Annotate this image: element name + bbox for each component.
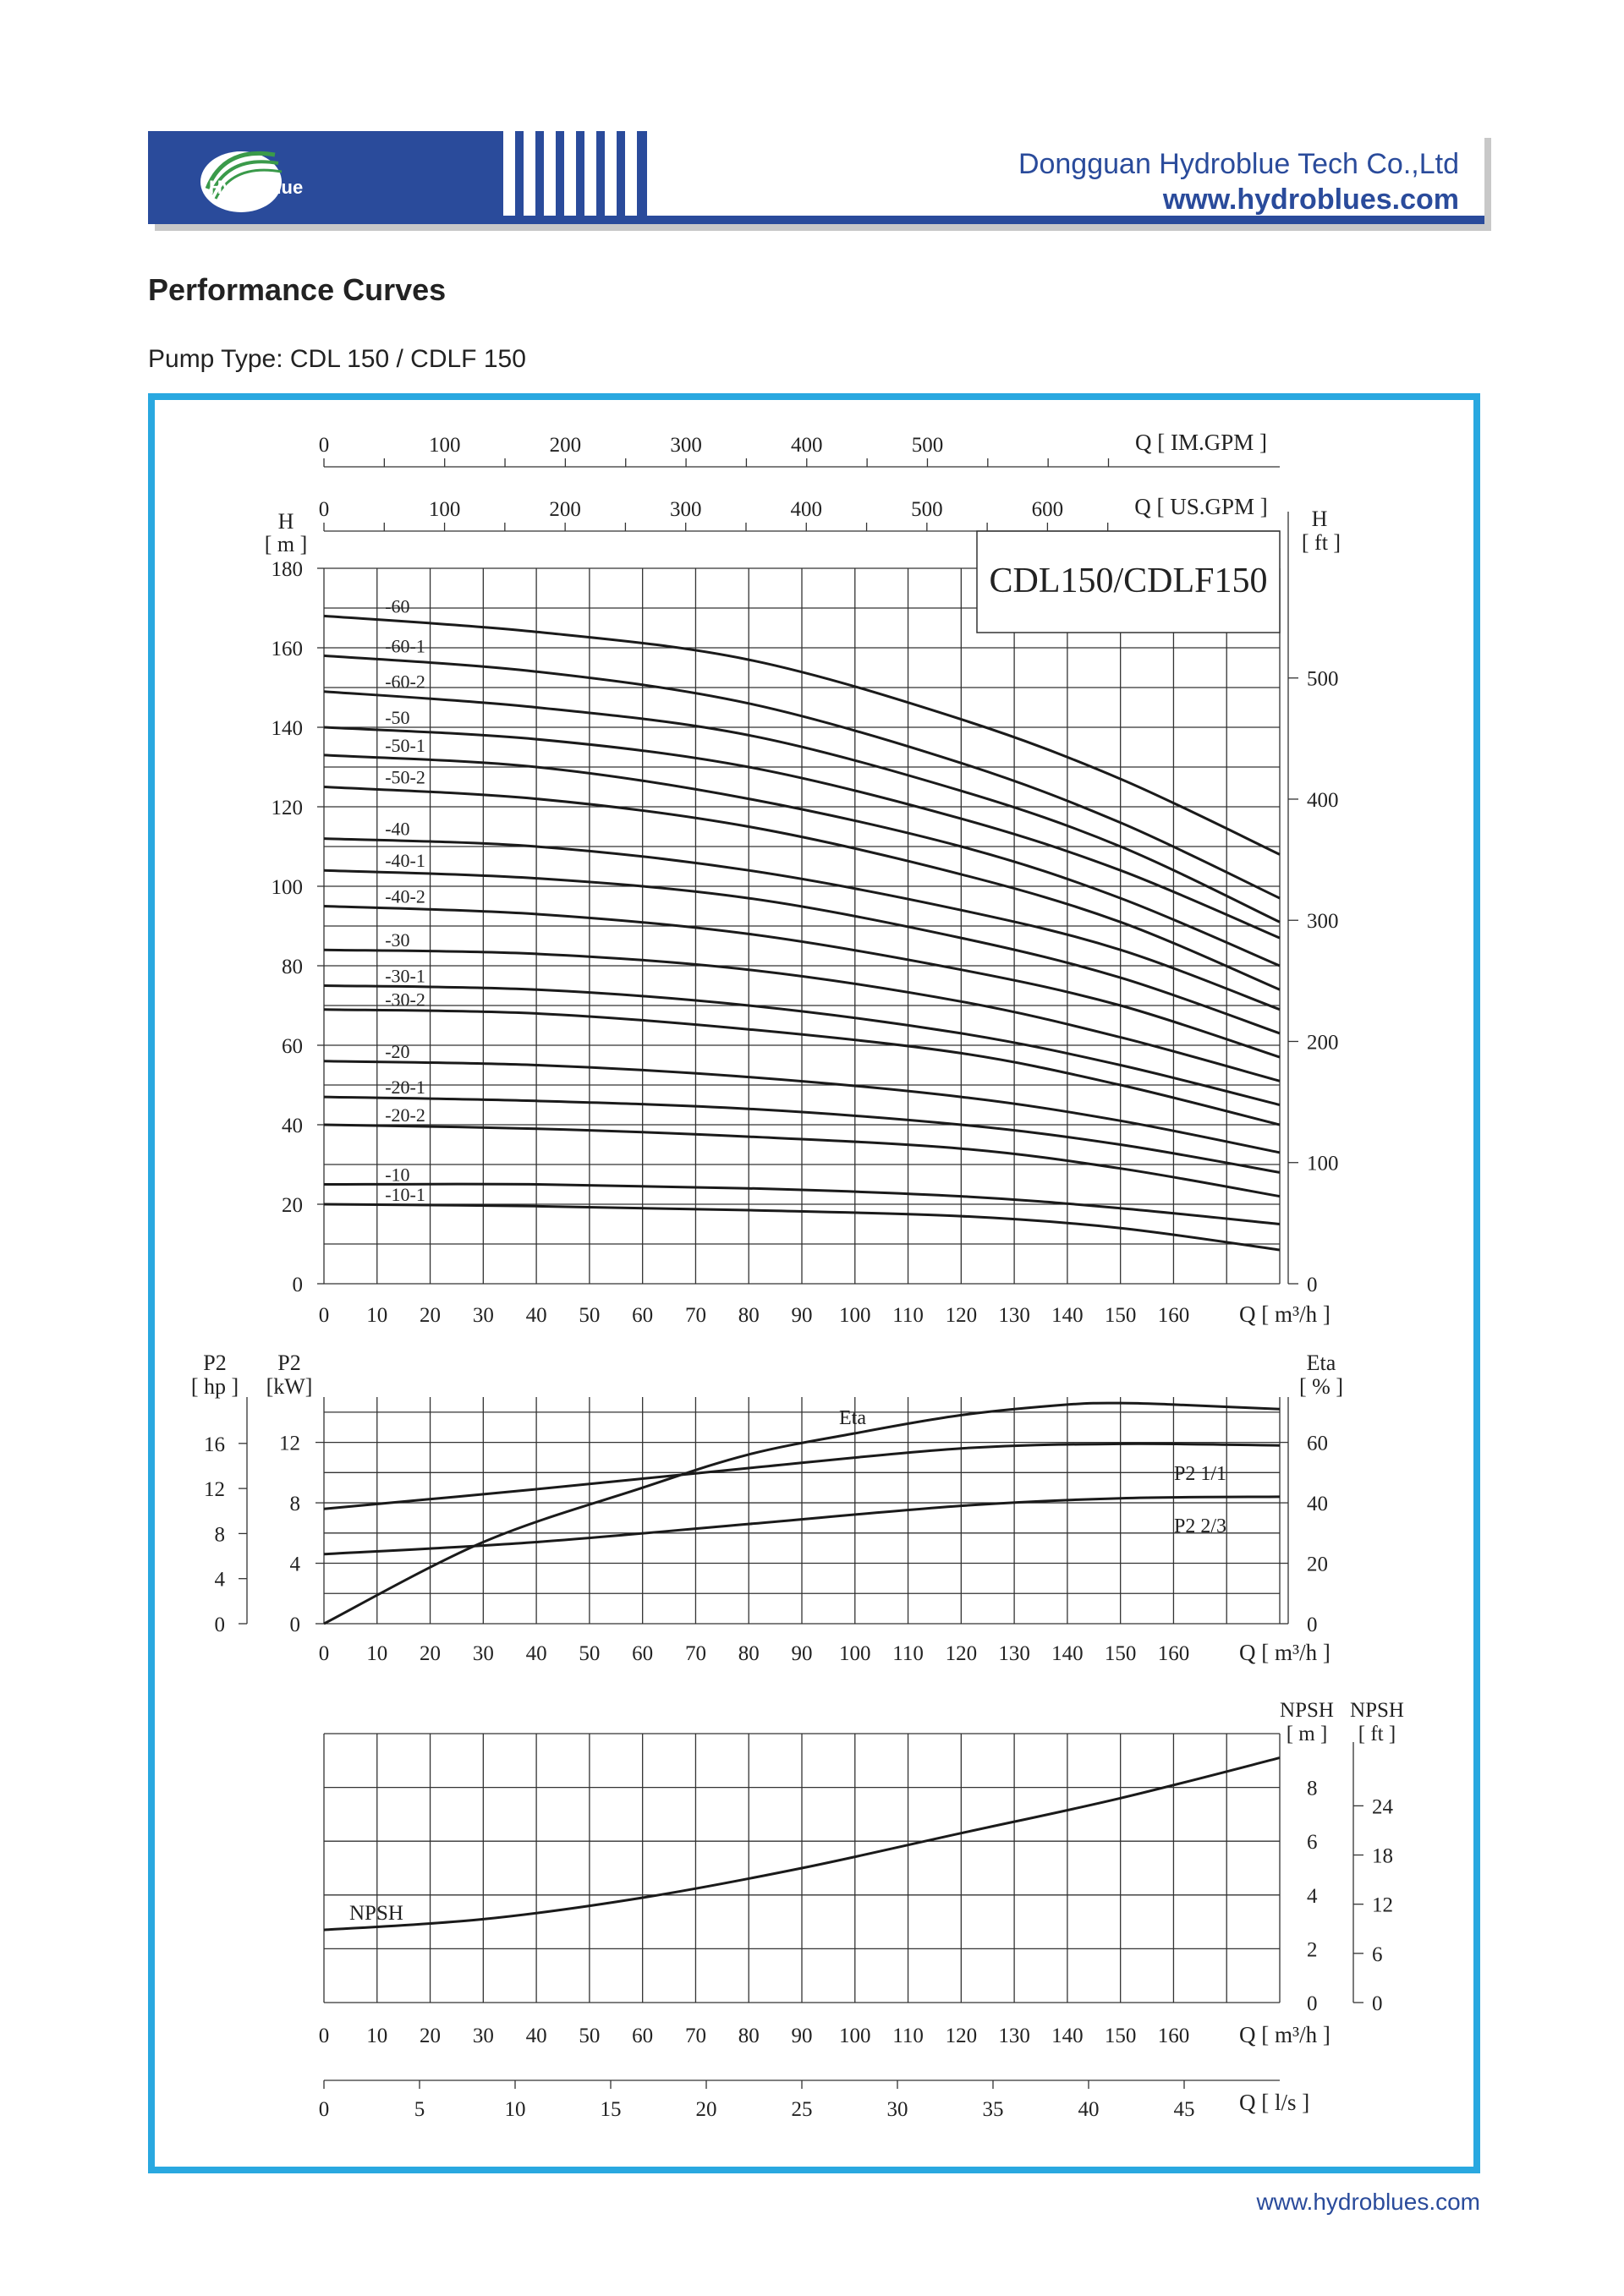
npsh-m-label: NPSH bbox=[1280, 1699, 1334, 1722]
npsh-x-tick-140: 140 bbox=[1051, 2025, 1084, 2047]
eta-unit: [ % ] bbox=[1299, 1374, 1343, 1399]
power-kw-tick-8: 8 bbox=[289, 1493, 300, 1516]
power-hp-tick-16: 16 bbox=[204, 1433, 225, 1456]
power-x-tick-90: 90 bbox=[791, 1642, 813, 1665]
npsh-x-tick-90: 90 bbox=[791, 2025, 813, 2047]
power-x-tick-140: 140 bbox=[1051, 1642, 1084, 1665]
head-x-tick-160: 160 bbox=[1157, 1304, 1190, 1327]
npsh-ft-tick-18: 18 bbox=[1372, 1844, 1393, 1868]
head-x-tick-80: 80 bbox=[738, 1304, 760, 1327]
head-y-tick-40: 40 bbox=[282, 1115, 303, 1137]
head-y-tick-20: 20 bbox=[282, 1194, 303, 1217]
ls-tick-10: 10 bbox=[504, 2098, 526, 2121]
ls-tick-30: 30 bbox=[886, 2098, 908, 2121]
eta-tick-0: 0 bbox=[1307, 1614, 1318, 1636]
power-hp-tick-12: 12 bbox=[204, 1478, 225, 1502]
npsh-ft-tick-12: 12 bbox=[1372, 1893, 1393, 1917]
eta-tick-20: 20 bbox=[1307, 1553, 1328, 1576]
im-gpm-label: Q [ IM.GPM ] bbox=[1134, 430, 1268, 455]
ls-tick-15: 15 bbox=[600, 2098, 622, 2121]
head-x-tick-150: 150 bbox=[1104, 1304, 1137, 1327]
head-curve-label-60-1: -60-1 bbox=[385, 635, 425, 657]
logo-text: HydroBlue bbox=[209, 177, 304, 198]
power-x-tick-30: 30 bbox=[472, 1642, 494, 1665]
head-right-tick-100: 100 bbox=[1307, 1152, 1339, 1175]
npsh-x-label: Q [ m³/h ] bbox=[1239, 2022, 1330, 2047]
head-x-tick-50: 50 bbox=[579, 1304, 601, 1327]
power-x-label: Q [ m³/h ] bbox=[1239, 1640, 1330, 1665]
head-y-unit: [ m ] bbox=[264, 532, 308, 556]
power-hp-label: P2 bbox=[203, 1351, 227, 1375]
head-right-tick-400: 400 bbox=[1307, 788, 1339, 812]
company-name: Dongguan Hydroblue Tech Co.,Ltd bbox=[1018, 148, 1459, 180]
pump-type-label: Pump Type: CDL 150 / CDLF 150 bbox=[148, 345, 526, 373]
head-y-tick-80: 80 bbox=[282, 956, 303, 978]
p2-two-thirds-curve-label: P2 2/3 bbox=[1174, 1515, 1227, 1537]
ls-tick-45: 45 bbox=[1173, 2098, 1195, 2121]
power-kw-label: P2 bbox=[277, 1351, 301, 1375]
power-x-tick-40: 40 bbox=[525, 1642, 547, 1665]
head-curve-label-60-2: -60-2 bbox=[385, 671, 425, 693]
head-curve-label-50-2: -50-2 bbox=[385, 766, 425, 788]
power-x-tick-50: 50 bbox=[579, 1642, 601, 1665]
chart-title: CDL150/CDLF150 bbox=[989, 562, 1268, 600]
head-curve-label-20: -20 bbox=[385, 1040, 410, 1062]
ls-label: Q [ l/s ] bbox=[1239, 2090, 1310, 2115]
power-x-tick-20: 20 bbox=[420, 1642, 442, 1665]
npsh-x-tick-160: 160 bbox=[1157, 2025, 1190, 2047]
eta-tick-40: 40 bbox=[1307, 1493, 1328, 1516]
im-gpm-tick-300: 300 bbox=[670, 434, 702, 457]
page-title: Performance Curves bbox=[148, 272, 447, 307]
head-y-tick-100: 100 bbox=[271, 876, 303, 899]
head-curve-label-40: -40 bbox=[385, 818, 410, 840]
head-curve-label-40-1: -40-1 bbox=[385, 850, 425, 872]
npsh-m-tick-4: 4 bbox=[1307, 1884, 1318, 1908]
us-gpm-tick-500: 500 bbox=[911, 498, 943, 521]
npsh-m-tick-0: 0 bbox=[1307, 1992, 1318, 2015]
npsh-x-tick-120: 120 bbox=[945, 2025, 978, 2047]
power-hp-tick-0: 0 bbox=[214, 1614, 225, 1636]
power-kw-tick-4: 4 bbox=[289, 1553, 300, 1576]
head-right-tick-300: 300 bbox=[1307, 910, 1339, 934]
npsh-x-tick-70: 70 bbox=[684, 2025, 706, 2047]
power-x-tick-110: 110 bbox=[892, 1642, 924, 1665]
head-curve-label-30-1: -30-1 bbox=[385, 965, 425, 987]
npsh-m-tick-8: 8 bbox=[1307, 1777, 1318, 1800]
power-x-tick-150: 150 bbox=[1104, 1642, 1137, 1665]
npsh-x-tick-110: 110 bbox=[892, 2025, 924, 2047]
power-x-tick-80: 80 bbox=[738, 1642, 760, 1665]
npsh-x-tick-60: 60 bbox=[632, 2025, 654, 2047]
head-y-tick-0: 0 bbox=[292, 1274, 303, 1296]
head-x-tick-130: 130 bbox=[998, 1304, 1030, 1327]
head-curve-label-20-1: -20-1 bbox=[385, 1077, 425, 1099]
npsh-ft-label: NPSH bbox=[1350, 1699, 1404, 1722]
ls-tick-40: 40 bbox=[1078, 2098, 1100, 2121]
head-curve-label-50: -50 bbox=[385, 707, 410, 728]
ls-tick-20: 20 bbox=[695, 2098, 717, 2121]
power-x-tick-100: 100 bbox=[839, 1642, 871, 1665]
us-gpm-tick-0: 0 bbox=[318, 498, 330, 521]
head-x-tick-70: 70 bbox=[684, 1304, 706, 1327]
head-y-tick-160: 160 bbox=[271, 638, 303, 660]
power-x-tick-0: 0 bbox=[318, 1642, 330, 1665]
head-y-tick-120: 120 bbox=[271, 797, 303, 819]
head-curve-label-60: -60 bbox=[385, 595, 410, 617]
ls-tick-25: 25 bbox=[791, 2098, 813, 2121]
head-curve-label-10: -10 bbox=[385, 1164, 410, 1186]
npsh-ft-unit: [ ft ] bbox=[1358, 1723, 1396, 1745]
head-right-tick-500: 500 bbox=[1307, 667, 1339, 691]
head-right-unit: [ ft ] bbox=[1301, 530, 1341, 555]
head-curve-label-40-2: -40-2 bbox=[385, 885, 425, 907]
power-x-tick-60: 60 bbox=[632, 1642, 654, 1665]
us-gpm-tick-600: 600 bbox=[1031, 498, 1064, 521]
npsh-x-tick-20: 20 bbox=[420, 2025, 442, 2047]
npsh-x-tick-0: 0 bbox=[318, 2025, 330, 2047]
npsh-m-tick-6: 6 bbox=[1307, 1831, 1318, 1855]
npsh-curve-label: NPSH bbox=[349, 1902, 403, 1925]
head-curve-label-10-1: -10-1 bbox=[385, 1184, 425, 1205]
us-gpm-label: Q [ US.GPM ] bbox=[1134, 494, 1268, 519]
npsh-ft-tick-0: 0 bbox=[1372, 1992, 1383, 2015]
npsh-ft-tick-24: 24 bbox=[1372, 1795, 1393, 1819]
power-x-tick-160: 160 bbox=[1157, 1642, 1190, 1665]
p2-full-curve-label: P2 1/1 bbox=[1174, 1463, 1227, 1485]
eta-tick-60: 60 bbox=[1307, 1432, 1328, 1455]
head-x-tick-10: 10 bbox=[366, 1304, 388, 1327]
head-x-tick-110: 110 bbox=[892, 1304, 924, 1327]
power-kw-tick-12: 12 bbox=[279, 1432, 300, 1455]
power-x-tick-70: 70 bbox=[684, 1642, 706, 1665]
power-kw-unit: [kW] bbox=[266, 1374, 313, 1399]
head-x-tick-100: 100 bbox=[839, 1304, 871, 1327]
head-y-tick-60: 60 bbox=[282, 1035, 303, 1058]
us-gpm-tick-300: 300 bbox=[669, 498, 702, 521]
power-x-tick-10: 10 bbox=[366, 1642, 388, 1665]
head-curve-label-30: -30 bbox=[385, 929, 410, 951]
company-url[interactable]: www.hydroblues.com bbox=[1162, 184, 1459, 216]
head-curve-label-50-1: -50-1 bbox=[385, 734, 425, 756]
npsh-x-tick-40: 40 bbox=[525, 2025, 547, 2047]
power-kw-tick-0: 0 bbox=[289, 1614, 300, 1636]
npsh-x-tick-80: 80 bbox=[738, 2025, 760, 2047]
head-x-tick-60: 60 bbox=[632, 1304, 654, 1327]
ls-tick-5: 5 bbox=[414, 2098, 425, 2121]
npsh-x-tick-30: 30 bbox=[472, 2025, 494, 2047]
head-x-tick-120: 120 bbox=[945, 1304, 978, 1327]
im-gpm-tick-0: 0 bbox=[318, 434, 330, 457]
head-y-tick-180: 180 bbox=[271, 558, 303, 581]
head-x-tick-20: 20 bbox=[420, 1304, 442, 1327]
npsh-m-unit: [ m ] bbox=[1286, 1723, 1328, 1745]
head-curve-label-30-2: -30-2 bbox=[385, 989, 425, 1011]
npsh-ft-tick-6: 6 bbox=[1372, 1943, 1383, 1966]
power-hp-unit: [ hp ] bbox=[190, 1374, 239, 1399]
eta-curve-label: Eta bbox=[839, 1407, 866, 1429]
head-right-tick-0: 0 bbox=[1307, 1274, 1318, 1296]
ls-tick-0: 0 bbox=[318, 2098, 330, 2121]
im-gpm-tick-100: 100 bbox=[428, 434, 461, 457]
head-x-label: Q [ m³/h ] bbox=[1239, 1301, 1330, 1327]
us-gpm-tick-100: 100 bbox=[428, 498, 461, 521]
im-gpm-tick-400: 400 bbox=[791, 434, 823, 457]
head-x-tick-0: 0 bbox=[318, 1304, 330, 1327]
npsh-x-tick-100: 100 bbox=[839, 2025, 871, 2047]
power-hp-tick-4: 4 bbox=[214, 1568, 225, 1592]
npsh-x-tick-130: 130 bbox=[998, 2025, 1030, 2047]
npsh-x-tick-150: 150 bbox=[1104, 2025, 1137, 2047]
head-x-tick-90: 90 bbox=[791, 1304, 813, 1327]
head-right-tick-200: 200 bbox=[1307, 1031, 1339, 1055]
im-gpm-tick-500: 500 bbox=[911, 434, 944, 457]
power-x-tick-130: 130 bbox=[998, 1642, 1030, 1665]
head-x-tick-140: 140 bbox=[1051, 1304, 1084, 1327]
power-hp-tick-8: 8 bbox=[214, 1523, 225, 1547]
head-y-tick-140: 140 bbox=[271, 717, 303, 740]
ls-tick-35: 35 bbox=[982, 2098, 1004, 2121]
eta-label: Eta bbox=[1306, 1351, 1336, 1375]
us-gpm-tick-400: 400 bbox=[790, 498, 823, 521]
npsh-m-tick-2: 2 bbox=[1307, 1938, 1318, 1962]
head-x-tick-30: 30 bbox=[472, 1304, 494, 1327]
head-x-tick-40: 40 bbox=[525, 1304, 547, 1327]
footer-url[interactable]: www.hydroblues.com bbox=[1256, 2189, 1480, 2215]
npsh-x-tick-50: 50 bbox=[579, 2025, 601, 2047]
npsh-x-tick-10: 10 bbox=[366, 2025, 388, 2047]
us-gpm-tick-200: 200 bbox=[549, 498, 581, 521]
head-curve-label-20-2: -20-2 bbox=[385, 1104, 425, 1126]
head-y-label: H bbox=[277, 509, 294, 534]
head-right-label: H bbox=[1311, 507, 1328, 531]
im-gpm-tick-200: 200 bbox=[549, 434, 582, 457]
power-x-tick-120: 120 bbox=[945, 1642, 978, 1665]
